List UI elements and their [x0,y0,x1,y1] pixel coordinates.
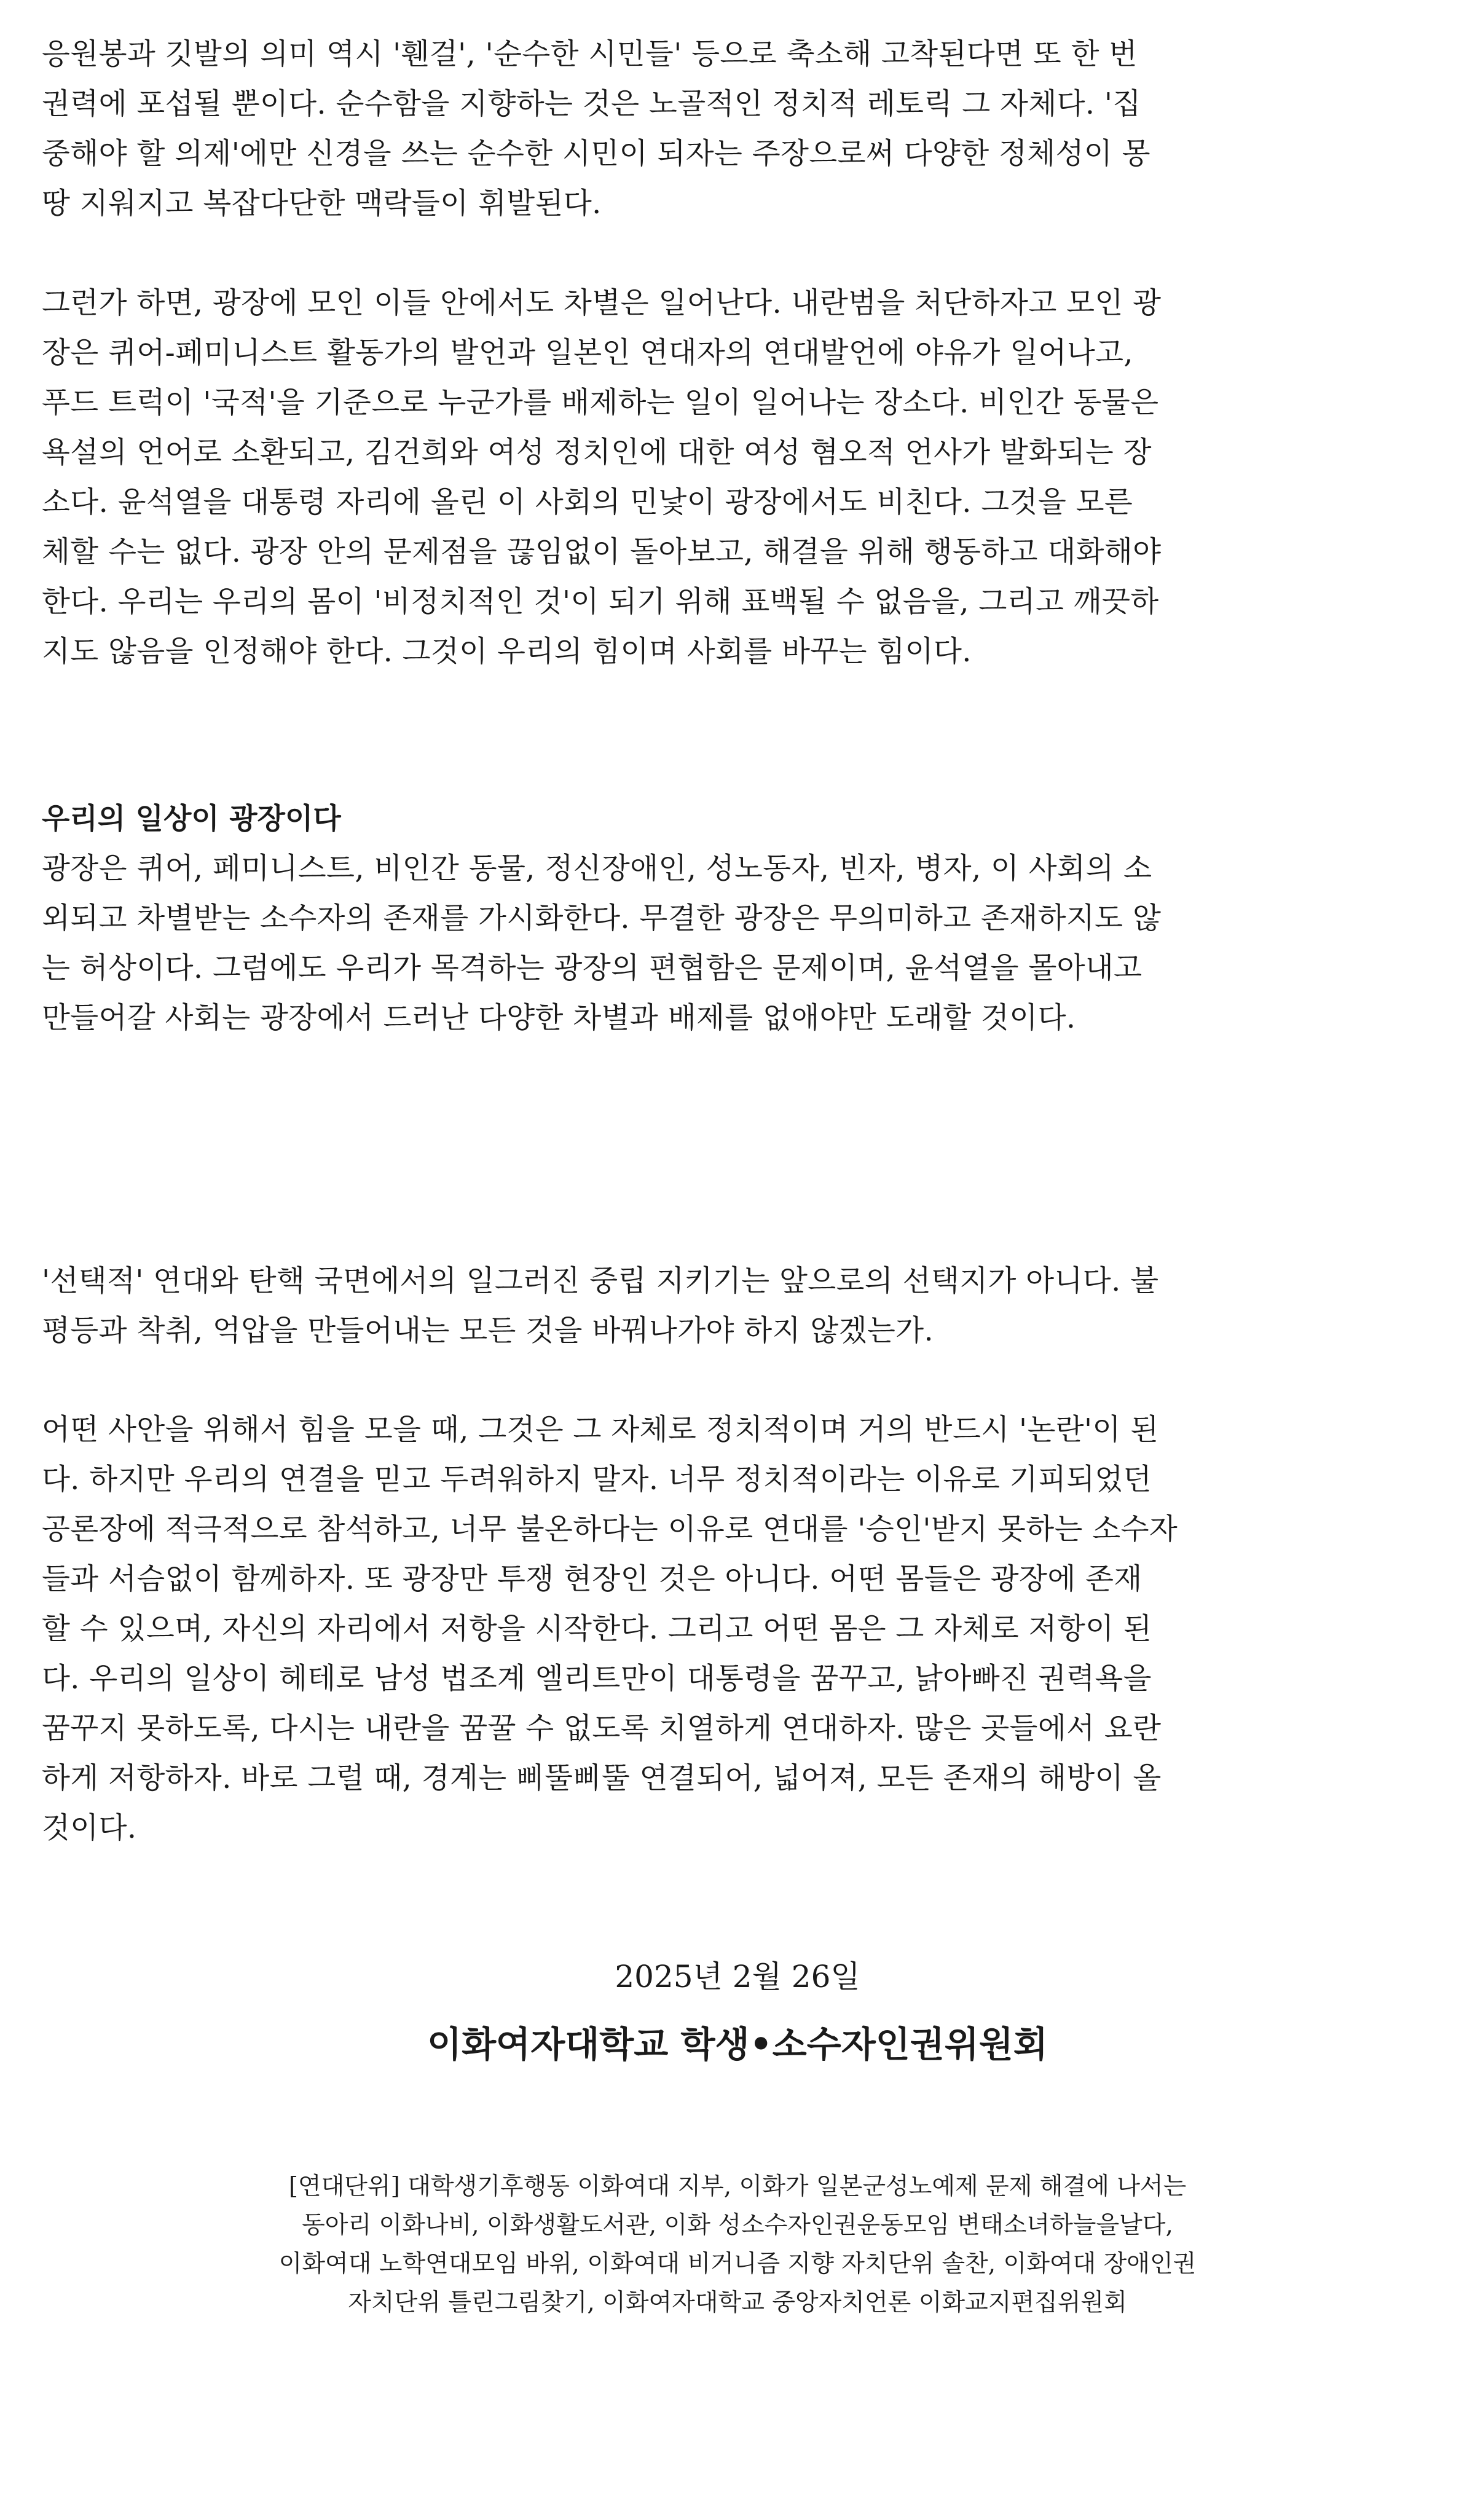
text-line: 장은 퀴어-페미니스트 활동가의 발언과 일본인 연대자의 연대발언에 야유가 일어나고, [42,336,1133,370]
text-line: 푸드 트럭이 '국적'을 기준으로 누군가를 배제하는 일이 일어나는 장소다. 비인간 동물은 [42,386,1159,420]
section-heading: 우리의 일상이 광장이다 [42,802,341,836]
paragraph-2 [42,278,1161,677]
text-line: 자치단위 틀린그림찾기, 이화여자대학교 중앙자치언론 이화교지편집위원회 [348,2289,1127,2317]
text-line: 다. 하지만 우리의 연결을 믿고 두려워하지 말자. 너무 정치적이라는 이유로 기피되었던 [42,1463,1152,1497]
text-line: 평등과 착취, 억압을 만들어내는 모든 것을 바꿔나가야 하지 않겠는가. [42,1314,934,1348]
paragraph-4 [42,1256,1158,1356]
section-daily-life [42,794,1161,1043]
text-line: 어떤 사안을 위해서 힘을 모을 때, 그것은 그 자체로 정치적이며 거의 반드시 '논란'이 된 [42,1413,1159,1447]
paragraph-5 [42,1405,1178,1853]
text-line: 땅 지워지고 복잡다단한 맥락들이 휘발된다. [42,187,602,221]
text-line: 만들어갈 사회는 광장에서 드러난 다양한 차별과 배제를 없애야만 도래할 것이다. [42,1001,1076,1035]
text-line: 다. 우리의 일상이 헤테로 남성 법조계 엘리트만이 대통령을 꿈꾸고, 낡아빠진 권력욕을 [42,1662,1152,1696]
text-line: 동아리 이화나비, 이화생활도서관, 이화 성소수자인권운동모임 변태소녀하늘을날다, [302,2211,1173,2239]
text-line: 들과 서슴없이 함께하자. 또 광장만 투쟁 현장인 것은 아니다. 어떤 몸들은 광장에 존재 [42,1562,1143,1596]
paragraph-1 [42,30,1150,229]
text-line: '선택적' 연대와 탄핵 국면에서의 일그러진 중립 지키기는 앞으로의 선택지가 아니다. 불 [42,1264,1159,1298]
text-line: 할 수 있으며, 자신의 자리에서 저항을 시작한다. 그리고 어떤 몸은 그 자체로 저항이 된 [42,1612,1152,1646]
solidarity-list [42,2167,1433,2322]
text-line: 욕설의 언어로 소환되고, 김건희와 여성 정치인에 대한 여성 혐오적 언사가 발화되는 장 [42,436,1152,470]
statement-date: 2025년 2월 26일 [615,1959,860,1994]
text-line: [연대단위] 대학생기후행동 이화여대 지부, 이화가 일본군성노예제 문제 해결에 나서는 [288,2173,1187,2200]
organization-name: 이화여자대학교 학생•소수자인권위원회 [427,2023,1048,2065]
text-line: 공론장에 적극적으로 참석하고, 너무 불온하다는 이유로 연대를 '승인'받지 못하는 소수자 [42,1513,1178,1546]
text-line: 는 허상이다. 그럼에도 우리가 목격하는 광장의 편협함은 문제이며, 윤석열을 몰아내고 [42,951,1143,985]
text-line: 소다. 윤석열을 대통령 자리에 올린 이 사회의 민낯이 광장에서도 비친다. 그것을 모른 [42,486,1133,519]
text-line: 한다. 우리는 우리의 몸이 '비정치적인 것'이 되기 위해 표백될 수 없음을, 그리고 깨끗하 [42,585,1159,619]
text-line: 체할 수는 없다. 광장 안의 문제점을 끊임없이 돌아보고, 해결을 위해 행동하고 대화해야 [42,535,1162,569]
text-line: 응원봉과 깃발의 의미 역시 '휀걸', '순수한 시민들' 등으로 축소해 고착된다면 또 한 번 [42,37,1138,71]
text-line: 지도 않음을 인정해야 한다. 그것이 우리의 힘이며 사회를 바꾸는 힘이다. [42,635,972,669]
text-line: 꿈꾸지 못하도록, 다시는 내란을 꿈꿀 수 없도록 치열하게 연대하자. 많은 곳들에서 요란 [42,1712,1162,1746]
text-line: 이화여대 노학연대모임 바위, 이화여대 비거니즘 지향 자치단위 솔찬, 이화여대 장애인권 [278,2250,1197,2278]
text-line: 것이다. [42,1811,137,1845]
text-line: 그런가 하면, 광장에 모인 이들 안에서도 차별은 일어난다. 내란범을 처단하자고 모인 광 [42,286,1162,320]
text-line: 하게 저항하자. 바로 그럴 때, 경계는 삐뚤삐뚤 연결되어, 넓어져, 모든 존재의 해방이 올 [42,1762,1162,1795]
text-line: 광장은 퀴어, 페미니스트, 비인간 동물, 정신장애인, 성노동자, 빈자, 병자, 이 사회의 소 [42,852,1152,886]
text-line: 외되고 차별받는 소수자의 존재를 가시화한다. 무결한 광장은 무의미하고 존재하지도 않 [42,902,1162,935]
text-line: 권력에 포섭될 뿐이다. 순수함을 지향하는 것은 노골적인 정치적 레토릭 그 자체다. '집 [42,87,1141,121]
text-line: 중해야 할 의제'에만 신경을 쓰는 순수한 시민이 되자는 주장으로써 다양한 정체성이 몽 [42,137,1150,171]
